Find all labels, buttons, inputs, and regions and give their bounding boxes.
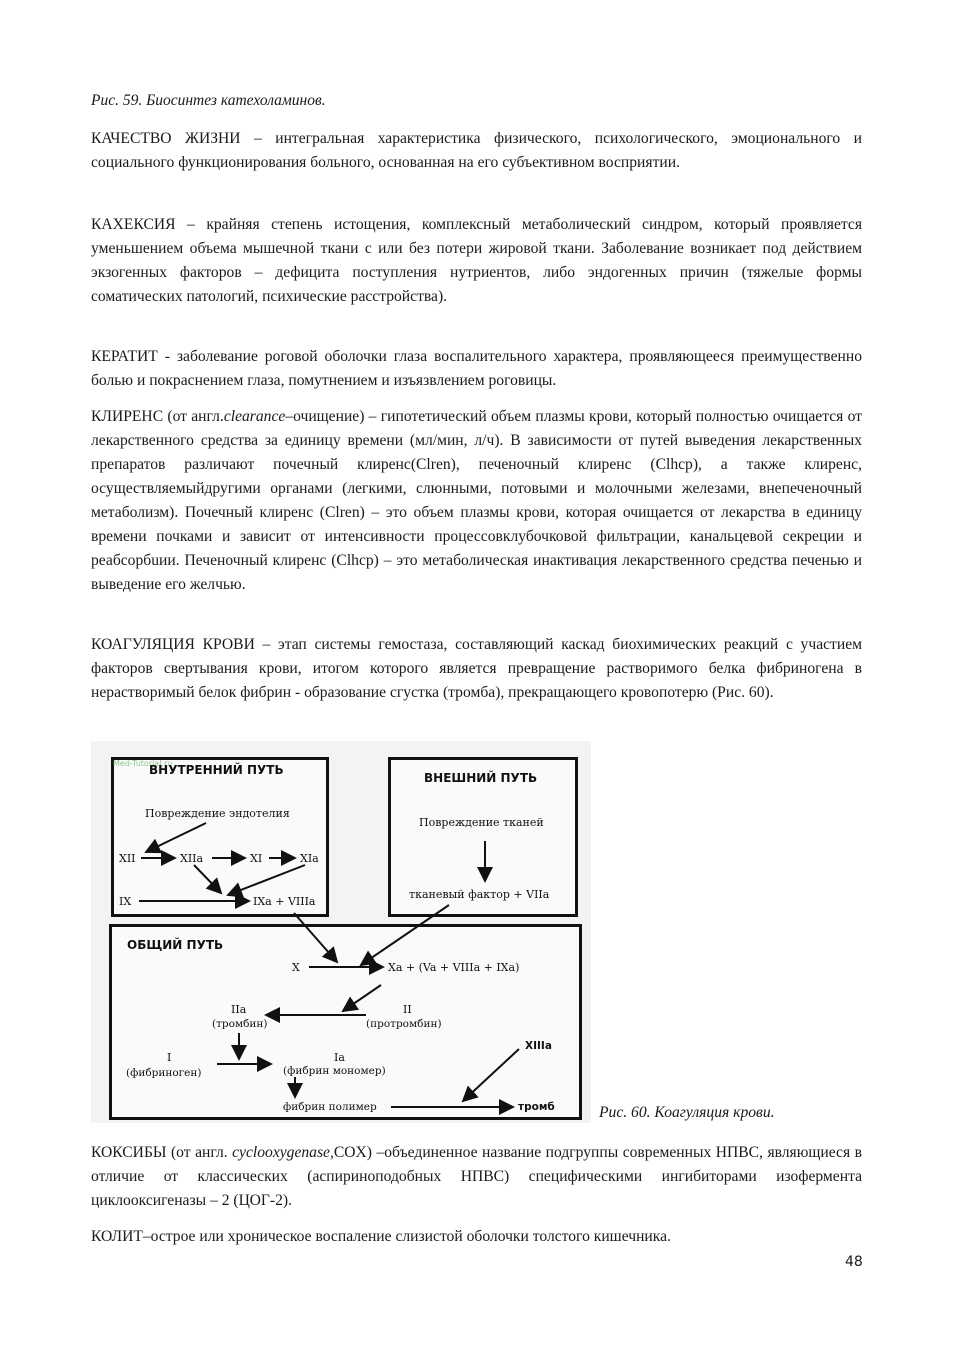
arrow-xiia-to-ixa: [194, 865, 221, 893]
diagram-arrows: [91, 741, 591, 1123]
paragraph-colitis: КОЛИТ–острое или хроническое воспаление слизистой оболочки толстого кишечника.: [91, 1228, 671, 1245]
arrow-ixa-to-xa: [294, 913, 337, 962]
tissue-factor-label: тканевый фактор + VIIa: [409, 888, 550, 901]
paragraph-clearance: [91, 405, 862, 597]
prothrombin-label: (протромбин): [366, 1018, 442, 1030]
coxibs-text-start: КОКСИБЫ (от англ.: [91, 1144, 233, 1161]
common-title: ОБЩИЙ ПУТЬ: [127, 938, 224, 952]
paragraph-quality-of-life: КАЧЕСТВО ЖИЗНИ – интегральная характеристика физического, психологического, эмоционального и социального функционирования больного, основанная на его субъективном восприятии.: [91, 130, 862, 171]
clearance-text-start: КЛИРЕНС (от англ.: [91, 408, 224, 425]
factor-xa-label: Xa + (Va + VIIIa + IXa): [388, 961, 520, 974]
arrow-xiiia-to-polymer: [463, 1049, 519, 1101]
page-number: 48: [845, 1254, 863, 1270]
intrinsic-title: ВНУТРЕННИЙ ПУТЬ: [149, 763, 284, 777]
tissue-damage-label: Повреждение тканей: [419, 816, 544, 829]
factor-x-label: X: [292, 961, 300, 974]
figure-60-caption: Рис. 60. Коагуляция крови.: [599, 1104, 775, 1121]
factor-xii-label: XII: [119, 852, 136, 865]
paragraph-keratitis: КЕРАТИТ - заболевание роговой оболочки глаза воспалительного характера, проявляющееся преимущественно болью и покраснением глаза, помутнением и изъязвлением роговицы.: [91, 348, 862, 389]
factor-ix-label: IX: [119, 895, 132, 908]
paragraph-cachexia: КАХЕКСИЯ – крайняя степень истощения, комплексный метаболический синдром, который проявляется уменьшением объема мышечной ткани с или без потери жировой ткани. Заболевание возникает под действием экзогенных факторов – дефицита поступления нутриентов, либо эндогенных причин (тяжелые формы соматических патологий, психические расстройства).: [91, 216, 862, 305]
watermark: Med-Tutorial.ru: [113, 759, 173, 768]
fibrin-polymer-label: фибрин полимер: [283, 1101, 377, 1113]
arrow-damage-to-xii: [146, 823, 206, 852]
factor-ii-label: II: [403, 1003, 412, 1016]
clearance-english-term: clearance: [223, 408, 286, 425]
factor-iia-label: IIa: [231, 1003, 247, 1016]
endothelium-damage-label: Повреждение эндотелия: [145, 807, 290, 820]
arrow-xia-to-ixa: [228, 865, 305, 895]
factor-xiia-label: XIIa: [180, 852, 204, 865]
factor-ixa-label: IXa + VIIIa: [253, 895, 316, 908]
thrombus-label: тромб: [518, 1101, 555, 1113]
factor-ia-label: Ia: [334, 1051, 345, 1064]
paragraph-coagulation: КОАГУЛЯЦИЯ КРОВИ – этап системы гемостаза, составляющий каскад биохимических реакций с участием факторов свертывания крови, итогом которого является превращение растворимого белка фибриногена в нерастворимый белок фибрин - образование сгустка (тромба), прекращающего кровопотерю (Рис. 60).: [91, 636, 862, 701]
factor-xi-label: XI: [250, 852, 263, 865]
paragraph-coxibs: [91, 1141, 862, 1213]
factor-xia-label: XIa: [300, 852, 319, 865]
coxibs-text-rest: COX) –объединенное название подгруппы современных НПВС, являющиеся в отличие от классических (аспириноподобных НПВС) специфическими ингибиторами изофермента циклооксигеназы – 2 (ЦОГ-2).: [91, 1144, 862, 1209]
fibrinogen-label: (фибриноген): [126, 1067, 202, 1079]
factor-xiiia-label: XIIIa: [525, 1040, 552, 1052]
figure-59-caption: Рис. 59. Биосинтез катехоламинов.: [91, 92, 326, 109]
extrinsic-title: ВНЕШНИЙ ПУТЬ: [424, 771, 538, 785]
arrow-tissue-factor-to-xa: [361, 905, 449, 965]
fibrin-monomer-label: (фибрин мономер): [283, 1065, 386, 1077]
arrow-xa-to-ii: [343, 985, 381, 1011]
clearance-text-rest: –очищение) – гипотетический объем плазмы крови, который полностью очищается от лекарственного средства за единицу времени (мл/мин, л/ч). В зависимости от путей выведения лекарственных препаратов различают почечный клиренс(Clren), печеночный клиренс (Clhcp), а также клиренс, осуществляемыйдругими органами (легкими, слюнными, потовыми и молочными железами, внепеченочный метаболизм). Почечный клиренс (Clren) – это объем плазмы крови, которая очищается от лекарства в единицу времени почками и зависит от интенсивности процессовклубочковой фильтрации, канальцевой секреции и реабсорбuии. Печеночный клиренс (Clhcp) – это метаболическая инактивация лекарственного средства печенью и выведение его желчью.: [91, 408, 863, 593]
thrombin-label: (тромбин): [212, 1018, 268, 1030]
coxibs-english-term: cyclooxygenase,: [232, 1144, 334, 1161]
coagulation-diagram: [91, 741, 591, 1123]
factor-i-label: I: [167, 1051, 172, 1064]
